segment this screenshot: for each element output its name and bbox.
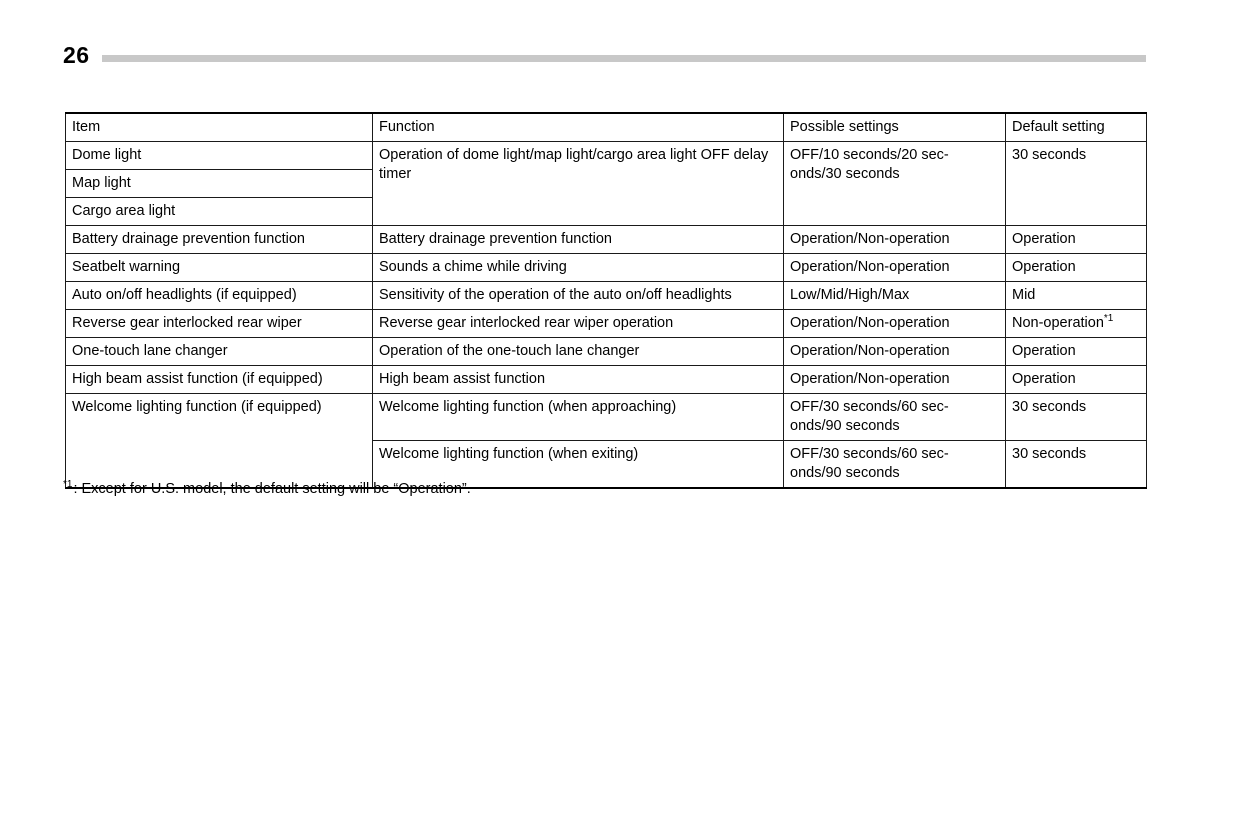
table-header-row [66,113,1147,142]
item-cell: Cargo area light [66,198,373,226]
table-row [66,282,1147,310]
text-line: onds/90 seconds [790,465,900,481]
table-row [66,338,1147,366]
footnote-reference: *1 [1103,313,1114,325]
item-cell: Reverse gear interlocked rear wiper [66,310,373,338]
default-setting-text: Non-operation [1012,315,1104,331]
table-row [66,254,1147,282]
default-setting-cell: 30 seconds [1006,394,1147,441]
function-cell: Sensitivity of the operation of the auto on/off headlights [373,282,784,310]
default-setting-cell: Operation [1006,226,1147,254]
possible-settings-cell: Operation/Non-operation [784,338,1006,366]
col-header-possible-settings: Possible settings [784,113,1006,142]
item-cell: Battery drainage prevention function [66,226,373,254]
function-cell: High beam assist function [373,366,784,394]
footnote-marker: *1 [63,479,73,491]
text-line: onds/90 seconds [790,418,900,434]
function-cell: Battery drainage prevention function [373,226,784,254]
footnote [63,480,471,499]
function-cell: Operation of dome light/map light/cargo area light OFF delay timer [373,142,784,226]
default-setting-cell: Operation [1006,254,1147,282]
col-header-function: Function [373,113,784,142]
possible-settings-cell: Low/Mid/High/Max [784,282,1006,310]
table-row [66,394,1147,441]
table-row [66,366,1147,394]
page-number: 26 [63,42,90,68]
possible-settings-cell: Operation/Non-operation [784,226,1006,254]
item-cell: Map light [66,170,373,198]
function-cell: Welcome lighting function (when approaching) [373,394,784,441]
table-row [66,226,1147,254]
footnote-text: : Except for U.S. model, the default setting will be “Operation”. [73,481,471,497]
possible-settings-cell [784,394,1006,441]
text-line: OFF/10 seconds/20 sec- [790,147,949,163]
default-setting-cell [1006,310,1147,338]
text-line: OFF/30 seconds/60 sec- [790,399,949,415]
possible-settings-cell: Operation/Non-operation [784,310,1006,338]
item-cell: Seatbelt warning [66,254,373,282]
possible-settings-cell: Operation/Non-operation [784,366,1006,394]
default-setting-cell: Operation [1006,338,1147,366]
default-setting-cell: Mid [1006,282,1147,310]
col-header-default-setting: Default setting [1006,113,1147,142]
table-row [66,310,1147,338]
possible-settings-cell [784,142,1006,226]
item-cell: High beam assist function (if equipped) [66,366,373,394]
item-cell: Welcome lighting function (if equipped) [66,394,373,489]
default-setting-cell: Operation [1006,366,1147,394]
function-cell: Reverse gear interlocked rear wiper operation [373,310,784,338]
page-header [63,44,1146,67]
header-rule [102,55,1146,62]
default-setting-cell: 30 seconds [1006,142,1147,226]
table-row [66,142,1147,170]
settings-table [65,112,1147,489]
item-cell: Auto on/off headlights (if equipped) [66,282,373,310]
text-line: OFF/30 seconds/60 sec- [790,446,949,462]
possible-settings-cell [784,441,1006,489]
text-line: onds/30 seconds [790,166,900,182]
default-setting-cell: 30 seconds [1006,441,1147,489]
item-cell: One-touch lane changer [66,338,373,366]
item-cell: Dome light [66,142,373,170]
col-header-item: Item [66,113,373,142]
function-cell: Operation of the one-touch lane changer [373,338,784,366]
function-cell: Sounds a chime while driving [373,254,784,282]
possible-settings-cell: Operation/Non-operation [784,254,1006,282]
function-cell: Welcome lighting function (when exiting) [373,441,784,489]
